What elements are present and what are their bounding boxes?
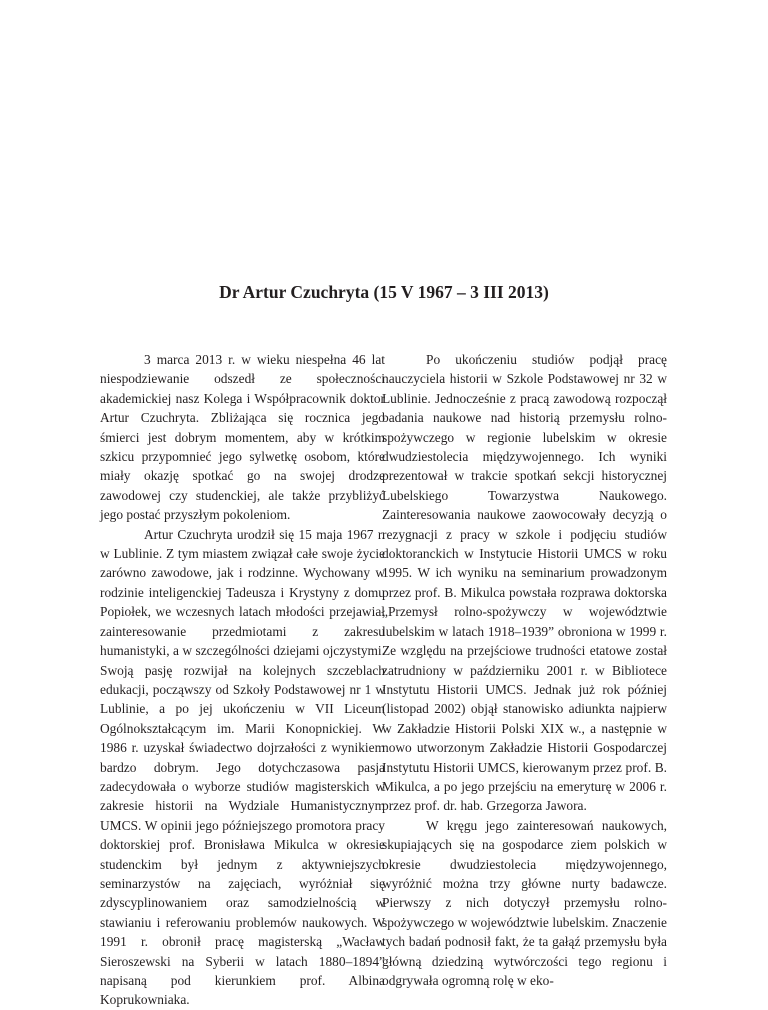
left-column	[100, 350, 385, 1010]
page-title: Dr Artur Czuchryta (15 V 1967 – 3 III 2013)	[219, 282, 549, 302]
paragraph: Artur Czuchryta urodził się 15 maja 1967 r. w Lublinie. Z tym miastem związał całe swoje życie zarówno zawodowe, jak i rodzinne. Wychowany w rodzinie inteligenckiej Tadeusza i Krystyny z domu Popiołek, we wczesnych latach młodości przejawiał zainteresowanie przedmiotami z zakresu humanistyki, a w szczególności dziejami ojczystymi. Swoją pasję rozwijał na kolejnych szczeblach edukacji, począwszy od Szkoły Podstawowej nr 1 w Lublinie, a po jej ukończeniu w VII Liceum Ogólnokształcącym im. Marii Konopnickiej. W 1986 r. uzyskał świadectwo dojrzałości z wynikiem bardzo dobrym. Jego dotychczasowa pasja zadecydowała o wyborze studiów magisterskich w zakresie historii na Wydziale Humanistycznym UMCS. W opinii jego późniejszego promotora pracy doktorskiej prof. Bronisława Mikulca w okresie studenckim był jednym z aktywniejszych seminarzystów na zajęciach, wyróżniał się zdyscyplinowaniem oraz samodzielnością w stawianiu i referowaniu problemów naukowych. W 1991 r. obronił pracę magisterską „Wacław Sieroszewski na Syberii w latach 1880–1894” napisaną pod kierunkiem prof. Albina Koprukowniaka.	[100, 526, 385, 1008]
paragraph: 3 marca 2013 r. w wieku niespełna 46 lat niespodziewanie odszedł ze społeczności akademickiej nasz Kolega i Współpracownik doktor Artur Czuchryta. Zbliżająca się rocznica jego śmierci jest dobrym momentem, aby w krótkim szkicu przypomnieć jego sylwetkę osobom, które miały okazję spotkać go na swojej drodze zawodowej czy studenckiej, ale także przybliżyć jego postać przyszłym pokoleniom.	[100, 352, 385, 523]
paragraph: W kręgu jego zainteresowań naukowych, skupiających się na gospodarce ziem polskich w okresie dwudziestolecia międzywojennego, wyróżnić można trzy główne nurty badawcze. Pierwszy z nich dotyczył przemysłu rolno-spożywczego w województwie lubelskim. Znaczenie tych badań podnosił fakt, że ta gałąź przemysłu była główną dziedziną wytwórczości tego regionu i odgrywała ogromną rolę w eko-	[382, 817, 667, 988]
paragraph: Po ukończeniu studiów podjął pracę nauczyciela historii w Szkole Podstawowej nr 32 w Lublinie. Jednocześnie z pracą zawodową rozpoczął badania naukowe nad historią przemysłu rolno-spożywczego w regionie lubelskim w okresie dwudziestolecia międzywojennego. Ich wyniki prezentował w trakcie spotkań sekcji historycznej Lubelskiego Towarzystwa Naukowego. Zainteresowania naukowe zaowocowały decyzją o rezygnacji z pracy w szkole i podjęciu studiów doktoranckich w Instytucie Historii UMCS w roku 1995. W ich wyniku na seminarium prowadzonym przez prof. B. Mikulca powstała rozprawa doktorska „Przemysł rolno-spożywczy w województwie lubelskim w latach 1918–1939” obroniona w 1999 r. Ze względu na przejściowe trudności etatowe został zatrudniony w październiku 2001 r. w Bibliotece Instytutu Historii UMCS. Jednak już rok później (listopad 2002) objął stanowisko adiunkta najpierw w Zakładzie Historii Polski XIX w., a następnie w nowo utworzonym Zakładzie Historii Gospodarczej Instytutu Historii UMCS, kierowanym przez prof. B. Mikulca, a po jego przejściu na emeryturę w 2006 r. przez prof. dr. hab. Grzegorza Jawora.	[382, 352, 667, 814]
right-column	[382, 350, 667, 990]
